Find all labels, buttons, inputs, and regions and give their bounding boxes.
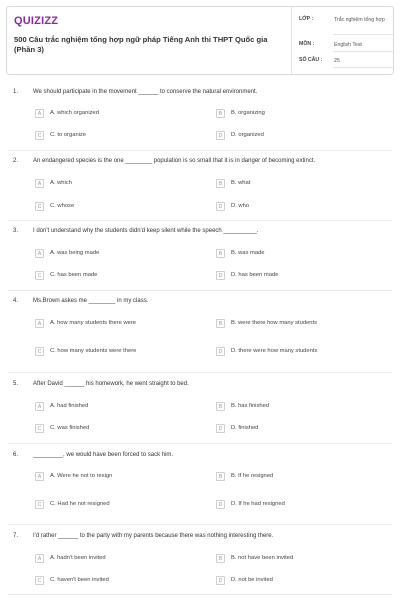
question-text: _________, we would have been forced to sack him. <box>33 452 174 458</box>
question-text: I don't understand why the students didn'd keep silent while the speech __________. <box>33 228 259 234</box>
question-number: 3. <box>13 228 19 234</box>
option-letter-box: C <box>35 576 44 585</box>
option-text: B. has finished <box>231 403 270 409</box>
question-text: After David ______ his homework, he went straight to bed. <box>33 381 189 387</box>
question-number: 5. <box>13 381 19 387</box>
subject-label: MÔN : <box>299 41 315 47</box>
question-text: I'd rather ______ to the party with my parents because there was nothing interesting there. <box>33 533 274 539</box>
option-letter-box: C <box>35 347 44 356</box>
question-number: 4. <box>13 298 19 304</box>
class-label: LỚP : <box>299 16 314 22</box>
option-text: D. If he had resigned <box>231 501 285 507</box>
option-text: A. Were he not to resign <box>50 473 113 479</box>
question-text: An endangered species is the one ________ population is so small that it is in danger of becoming extinct. <box>33 158 316 164</box>
option-text: B. organizing <box>231 110 265 116</box>
option-text: D. there were how many students <box>231 348 318 354</box>
option-letter-box: B <box>216 249 225 258</box>
quizizz-logo: QUIZIZZ <box>14 15 59 27</box>
option-text: A. hadn't been invited <box>50 555 106 561</box>
option-text: B. not have been invited <box>231 555 294 561</box>
option-text: C. haven't been invited <box>50 577 109 583</box>
question-number: 7. <box>13 533 19 539</box>
option-text: B. If he resigned <box>231 473 274 479</box>
option-text: C. was finished <box>50 425 90 431</box>
option-letter-box: A <box>35 109 44 118</box>
option-text: C. Had he not resigned <box>50 501 110 507</box>
option-letter-box: A <box>35 249 44 258</box>
option-letter-box: B <box>216 472 225 481</box>
question-text: Ms.Brown askes me ________ in my class. <box>33 298 149 304</box>
question-divider <box>8 372 392 373</box>
worksheet-title: 500 Câu trắc nghiệm tổng hợp ngữ pháp Tiếng Anh thi THPT Quốc gia (Phần 3) <box>14 35 268 54</box>
question-divider <box>8 220 392 221</box>
question-divider <box>8 594 392 595</box>
question-text: We should participate in the movement ______ to conserve the natural environment. <box>33 89 258 95</box>
option-letter-box: D <box>216 424 225 433</box>
option-text: D. organized <box>231 132 264 138</box>
option-text: A. which <box>50 180 72 186</box>
option-letter-box: B <box>216 319 225 328</box>
count-value: 25 <box>334 58 340 64</box>
option-text: A. how many students there were <box>50 320 137 326</box>
question-divider <box>8 150 392 151</box>
option-letter-box: A <box>35 554 44 563</box>
option-letter-box: C <box>35 271 44 280</box>
option-letter-box: D <box>216 271 225 280</box>
option-text: D. not be invited <box>231 577 273 583</box>
option-text: B. what <box>231 180 251 186</box>
subject-value: English Test <box>334 42 362 48</box>
option-letter-box: C <box>35 131 44 140</box>
option-text: C. how many students were there <box>50 348 137 354</box>
option-text: D. has been made <box>231 272 279 278</box>
option-letter-box: A <box>35 319 44 328</box>
option-letter-box: A <box>35 472 44 481</box>
option-letter-box: D <box>216 576 225 585</box>
count-label: SỐ CÂU : <box>299 57 323 63</box>
option-text: D. who <box>231 203 250 209</box>
option-letter-box: D <box>216 500 225 509</box>
option-letter-box: D <box>216 131 225 140</box>
option-letter-box: A <box>35 179 44 188</box>
meta-underline <box>333 51 393 52</box>
option-letter-box: B <box>216 402 225 411</box>
option-letter-box: B <box>216 554 225 563</box>
option-letter-box: B <box>216 179 225 188</box>
question-number: 2. <box>13 158 19 164</box>
question-number: 1. <box>13 89 19 95</box>
option-text: A. which organized <box>50 110 99 116</box>
meta-underline <box>333 34 393 35</box>
option-text: A. was being made <box>50 250 100 256</box>
option-text: B. was made <box>231 250 265 256</box>
option-text: B. were there how many students <box>231 320 318 326</box>
option-text: A. had finished <box>50 403 89 409</box>
header-divider <box>291 7 292 74</box>
meta-underline <box>333 67 393 68</box>
option-text: C. to organize <box>50 132 87 138</box>
question-divider <box>8 524 392 525</box>
option-letter-box: D <box>216 202 225 211</box>
question-number: 6. <box>13 452 19 458</box>
option-letter-box: C <box>35 500 44 509</box>
option-text: C. has been made <box>50 272 98 278</box>
option-text: C. whose <box>50 203 75 209</box>
question-divider <box>8 290 392 291</box>
class-value: Trắc nghiệm tổng hợp <box>334 17 385 23</box>
option-letter-box: C <box>35 424 44 433</box>
option-letter-box: D <box>216 347 225 356</box>
option-letter-box: A <box>35 402 44 411</box>
question-divider <box>8 443 392 444</box>
option-letter-box: C <box>35 202 44 211</box>
option-text: D. finished <box>231 425 259 431</box>
worksheet-header <box>6 6 394 75</box>
option-letter-box: B <box>216 109 225 118</box>
